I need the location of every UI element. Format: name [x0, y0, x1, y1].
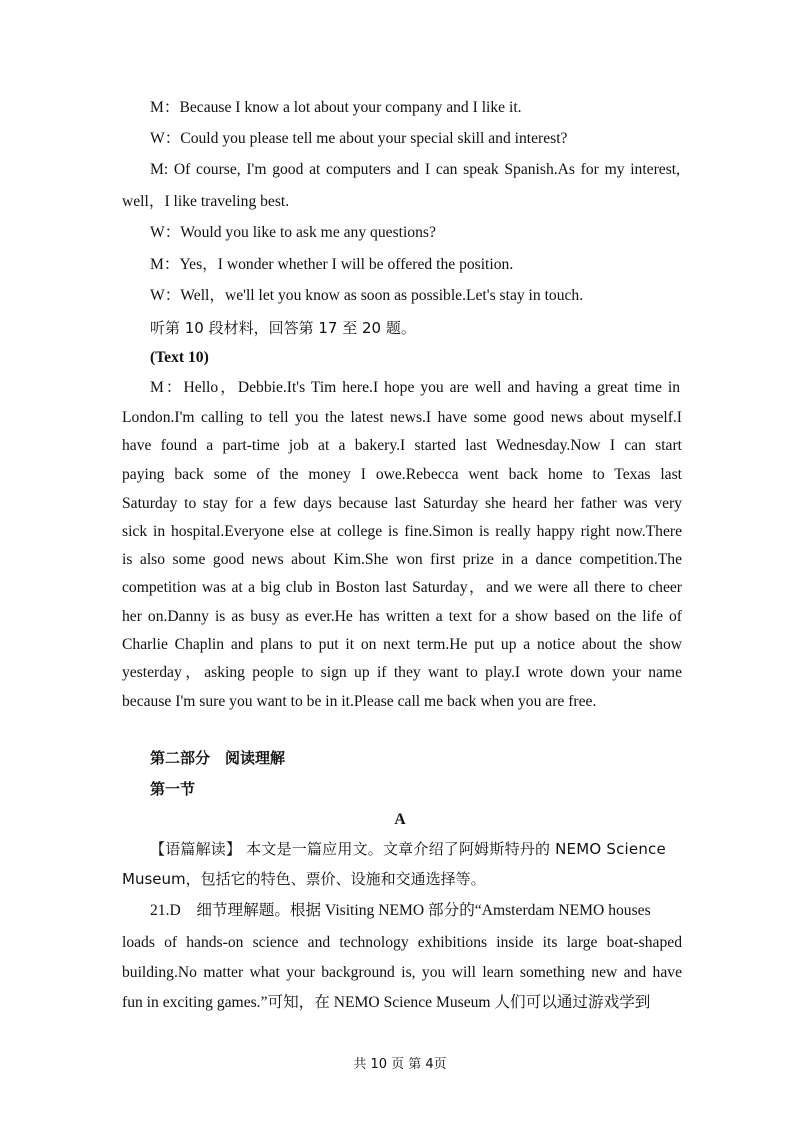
listening-instruction: 听第 10 段材料，回答第 17 至 20 题。: [150, 319, 416, 337]
text10-line: Saturday to stay for a few days because last Saturday she heard her father was very: [122, 495, 682, 512]
analysis-line: Museum，包括它的特色、票价、设施和交通选择等。: [122, 870, 486, 888]
section1-heading: 第一节: [150, 780, 196, 798]
text10-label: (Text 10): [150, 349, 209, 366]
text10-line: have found a part-time job at a bakery.I started last Wednesday.Now I can start: [122, 437, 682, 454]
answer-line: fun in exciting games.”可知，在 NEMO Science Museum 人们可以通过游戏学到: [122, 994, 651, 1011]
answer-line: loads of hands-on science and technology exhibitions inside its large boat-shaped: [122, 934, 682, 951]
dialogue-line: well，I like traveling best.: [122, 193, 290, 210]
text10-line: competition was at a big club in Boston last Saturday，and we were all there to cheer: [122, 579, 682, 596]
part2-heading: 第二部分 阅读理解: [150, 749, 286, 767]
text10-line: paying back some of the money I owe.Rebecca went back home to Texas last: [122, 466, 682, 483]
dialogue-line: W：Could you please tell me about your special skill and interest?: [150, 130, 568, 147]
text10-line: is also some good news about Kim.She won first prize in a dance competition.The: [122, 551, 682, 568]
text10-line: London.I'm calling to tell you the latest news.I have some good news about myself.I: [122, 409, 682, 426]
text10-line: yesterday，asking people to sign up if they want to play.I wrote down your name: [122, 664, 682, 681]
dialogue-line: M: Of course, I'm good at computers and I can speak Spanish.As for my interest,: [150, 161, 680, 178]
text10-line: sick in hospital.Everyone else at college is fine.Simon is really happy right now.There: [122, 523, 682, 540]
text10-line: M：Hello，Debbie.It's Tim here.I hope you are well and having a great time in: [150, 379, 680, 396]
page-footer: 共 10 页 第 4页: [353, 1057, 447, 1072]
answer-line: 21.D 细节理解题。根据 Visiting NEMO 部分的“Amsterdam NEMO houses: [150, 902, 651, 919]
dialogue-line: M：Because I know a lot about your company and I like it.: [150, 99, 522, 116]
text10-line: because I'm sure you want to be in it.Please call me back when you are free.: [122, 693, 597, 710]
text10-line: Charlie Chaplin and plans to put it on next term.He put up a notice about the show: [122, 636, 682, 653]
answer-line: building.No matter what your background is, you will learn something new and have: [122, 964, 682, 981]
dialogue-line: W：Would you like to ask me any questions?: [150, 224, 436, 241]
passage-letter: A: [394, 811, 406, 828]
dialogue-line: M：Yes，I wonder whether I will be offered the position.: [150, 256, 514, 273]
analysis-line: 【语篇解读】 本文是一篇应用文。文章介绍了阿姆斯特丹的 NEMO Science: [150, 840, 666, 858]
text10-line: her on.Danny is as busy as ever.He has written a text for a show based on the life of: [122, 608, 682, 625]
dialogue-line: W：Well，we'll let you know as soon as possible.Let's stay in touch.: [150, 287, 584, 304]
